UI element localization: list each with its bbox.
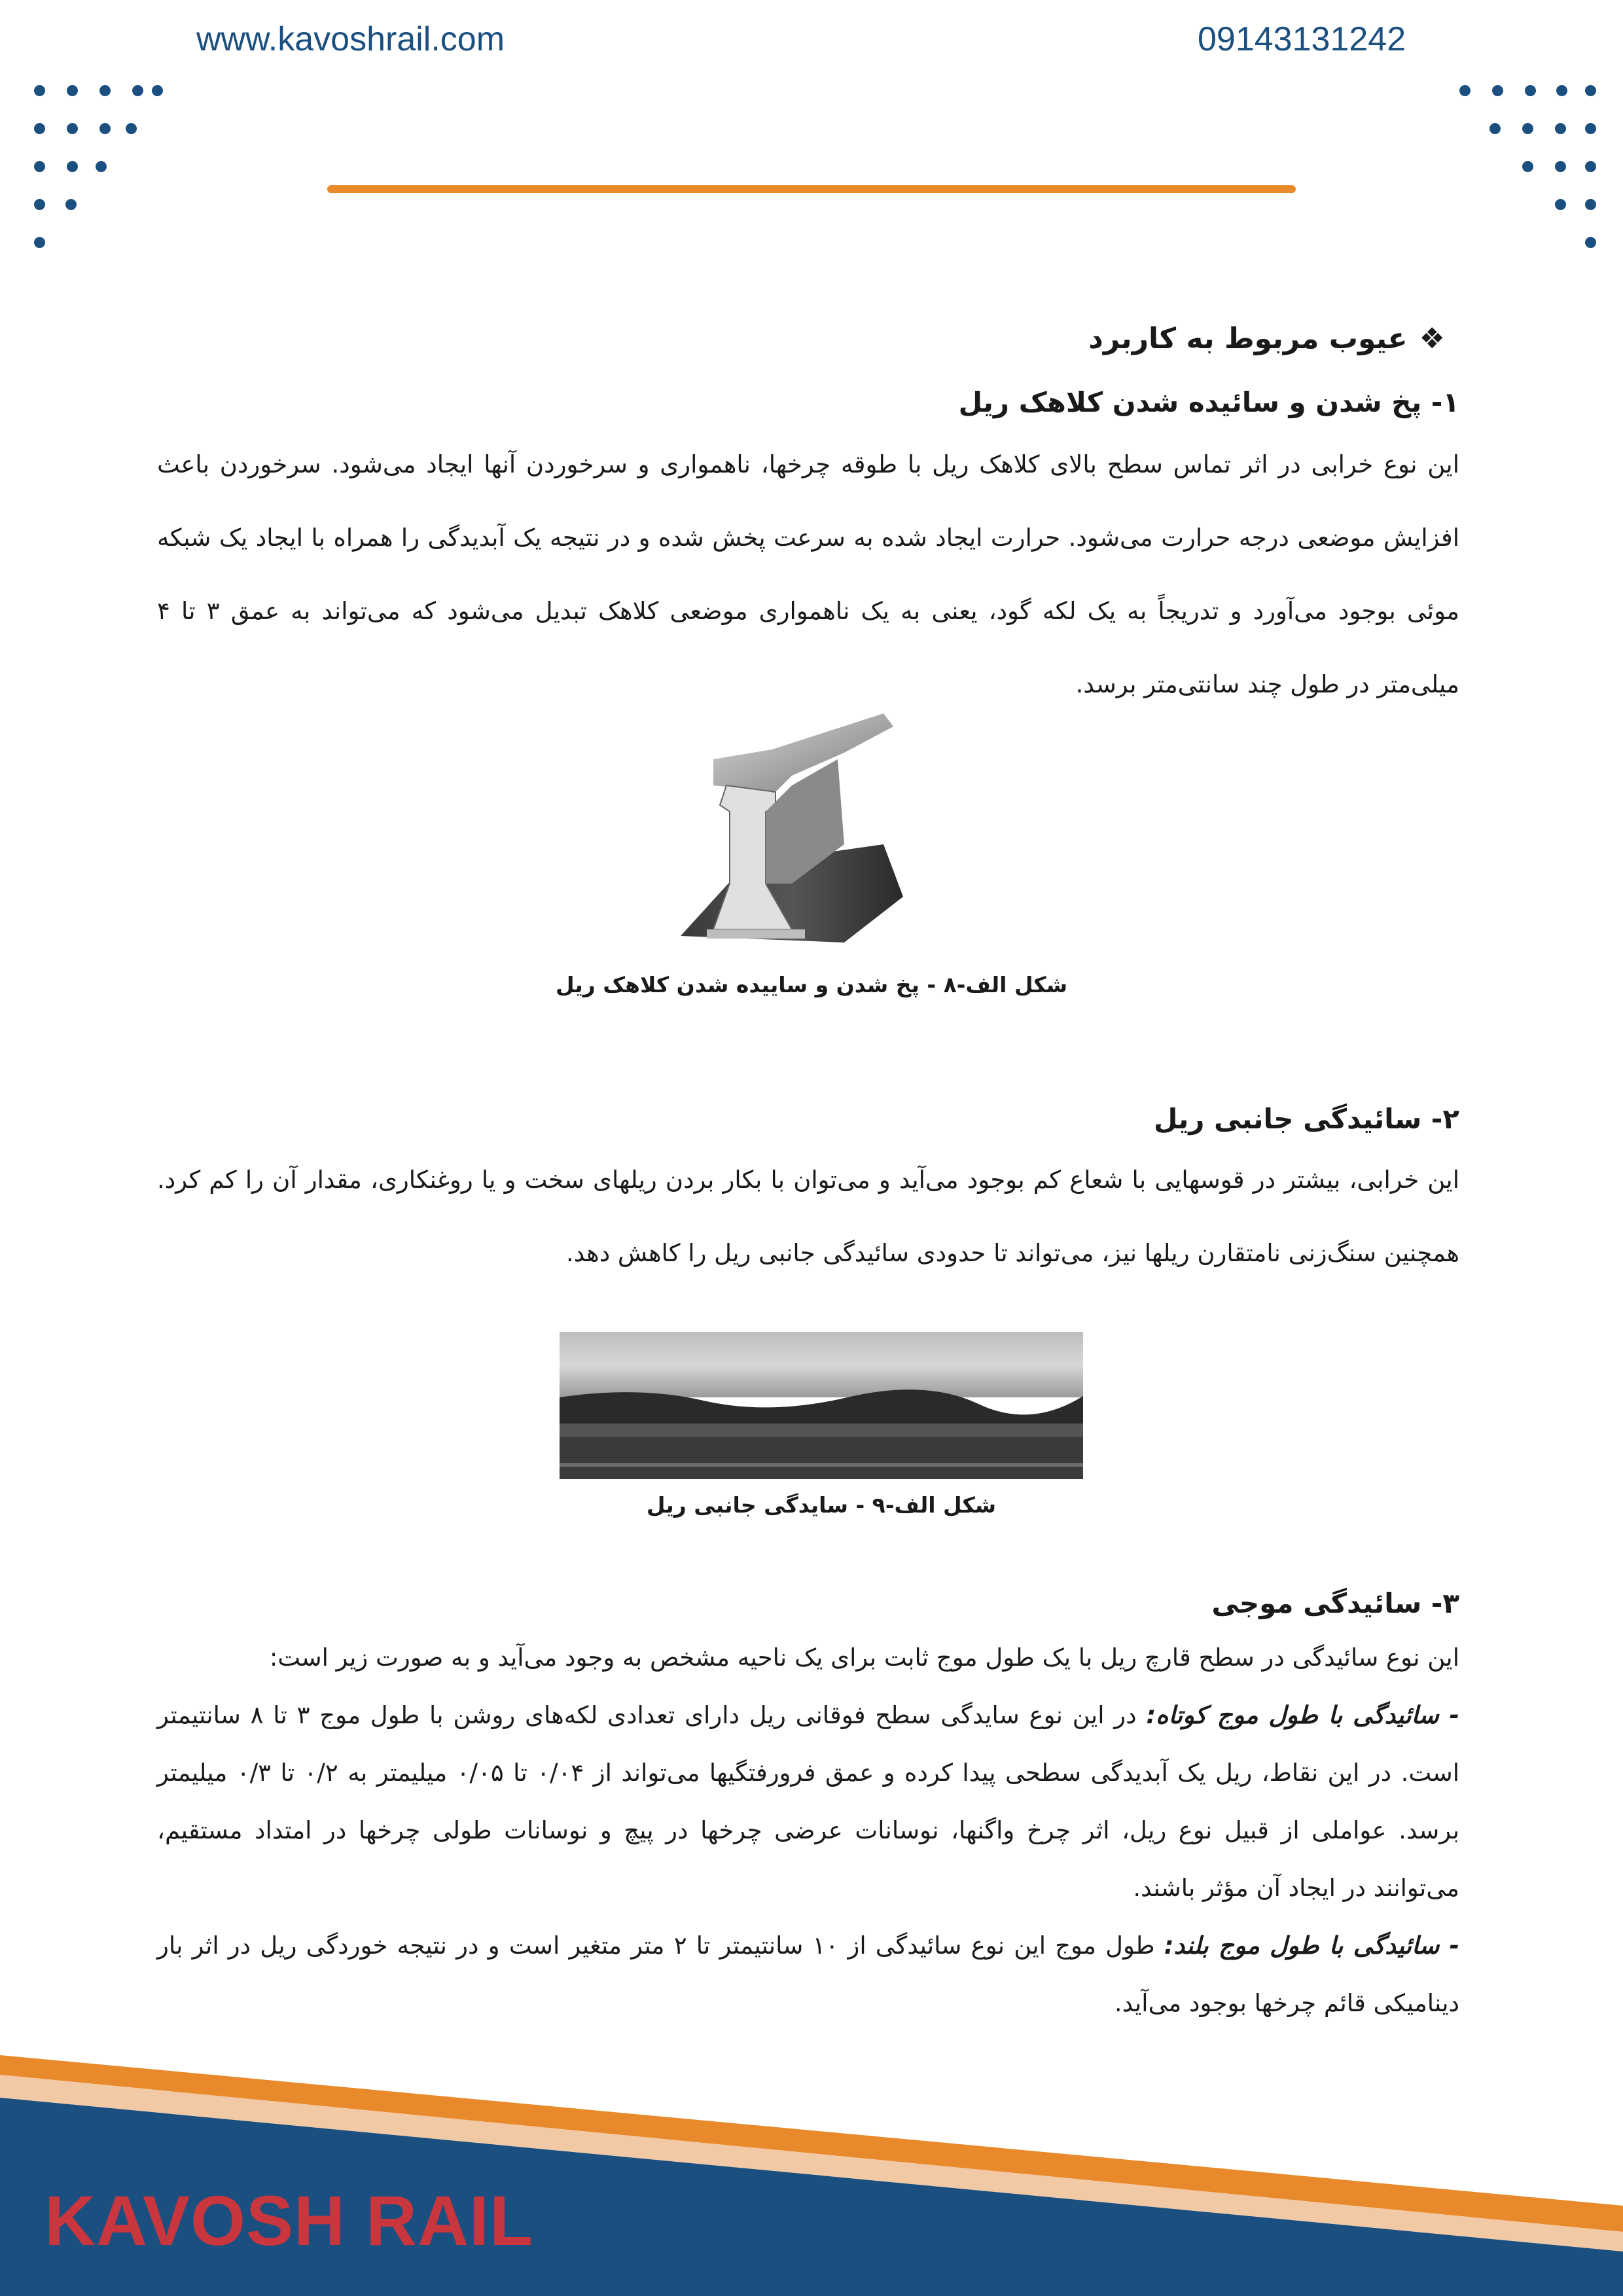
item2-paragraph: این خرابی، بیشتر در قوسهایی با شعاع کم بوجود می‌آید و می‌توان با بکار بردن ریلهای سخت و یا روغنکاری، مقدار آن را کم کرد. همچنین سنگ‌زنی نامتقارن ریلها نیز، می‌تواند تا حدودی سائیدگی جانبی ریل را کاهش دهد.: [157, 1166, 1459, 1267]
phone-number[interactable]: 09143131242: [1198, 20, 1406, 58]
short-wave-text: در این نوع سایدگی سطح فوقانی ریل دارای تعدادی لکه‌های روشن با طول موج ۳ تا ۸ سانتیمتر است. در این نقاط، ریل یک آبدیدگی سطحی پیدا کرده و عمق فرورفتگیها می‌تواند از ۰/۰۴ تا ۰/۰۵ میلیمتر به ۰/۲ تا ۰/۳ میلیمتر برسد. عواملی از قبیل نوع ریل، اثر چرخ واگنها، نوسانات عرضی چرخها در پیچ و نوسانات طولی چرخها در امتداد مستقیم، می‌توانند در ایجاد آن مؤثر باشند.: [157, 1701, 1459, 1902]
footer-brand: KAVOSH RAIL: [45, 2181, 534, 2260]
decorative-dots-right: [1427, 0, 1623, 262]
decorative-dots-left: [0, 0, 196, 262]
item1-heading: ۱- پخ شدن و سائیده شدن کلاهک ریل: [958, 386, 1459, 418]
figure8-caption: شکل الف-۸ - پخ شدن و ساییده شدن کلاهک ریل: [555, 972, 1068, 997]
item3-long-wave: [157, 1917, 1459, 2032]
item3-intro: این نوع سائیدگی در سطح قارچ ریل با یک طول موج ثابت برای یک ناحیه مشخص به وجود می‌آید و به صورت زیر است:: [269, 1643, 1459, 1672]
item1-paragraph: این نوع خرابی در اثر تماس سطح بالای کلاهک ریل با طوقه چرخها، ناهمواری و سرخوردن آنها ایجاد می‌شود. سرخوردن باعث افزایش موضعی درجه حرارت می‌شود. حرارت ایجاد شده به سرعت پخش شده و در نتیجه یک آبدیدگی را همراه با ایجاد یک شبکه موئی بوجود می‌آورد و تدریجاً به یک لکه گود، یعنی به یک ناهمواری موضعی کلاهک تبدیل می‌شود که می‌تواند به عمق ۳ تا ۴ میلی‌متر در طول چند سانتی‌متر برسد.: [157, 450, 1460, 698]
item1-block: [157, 373, 1459, 721]
long-wave-label: - سائیدگی با طول موج بلند:: [1164, 1931, 1460, 1960]
item3-block: [157, 1574, 1459, 2032]
diamond-quad-icon: ❖: [1419, 322, 1445, 355]
section-title: [157, 313, 1459, 365]
item2-heading: ۲- سائیدگی جانبی ریل: [1154, 1103, 1459, 1135]
section-title-block: [157, 313, 1459, 365]
header-divider: [327, 185, 1296, 193]
short-wave-label: - سائیدگی با طول موج کوتاه:: [1146, 1701, 1460, 1729]
item2-block: [157, 1090, 1459, 1290]
rail-side-wear-figure: [560, 1332, 1083, 1479]
rail-head-wear-figure: [668, 713, 916, 956]
section-title-text: عیوب مربوط به کاربرد: [1088, 322, 1408, 355]
long-wave-text: طول موج این نوع سائیدگی از ۱۰ سانتیمتر تا ۲ متر متغیر است و در نتیجه خوردگی ریل در اثر بار دینامیکی قائم چرخها بوجود می‌آید.: [157, 1931, 1459, 2017]
figure9-caption: شکل الف-۹ - سایدگی جانبی ریل: [646, 1492, 997, 1518]
website-url[interactable]: www.kavoshrail.com: [196, 20, 505, 58]
item3-short-wave: [157, 1687, 1459, 1917]
item3-heading: ۳- سائیدگی موجی: [1211, 1587, 1459, 1619]
